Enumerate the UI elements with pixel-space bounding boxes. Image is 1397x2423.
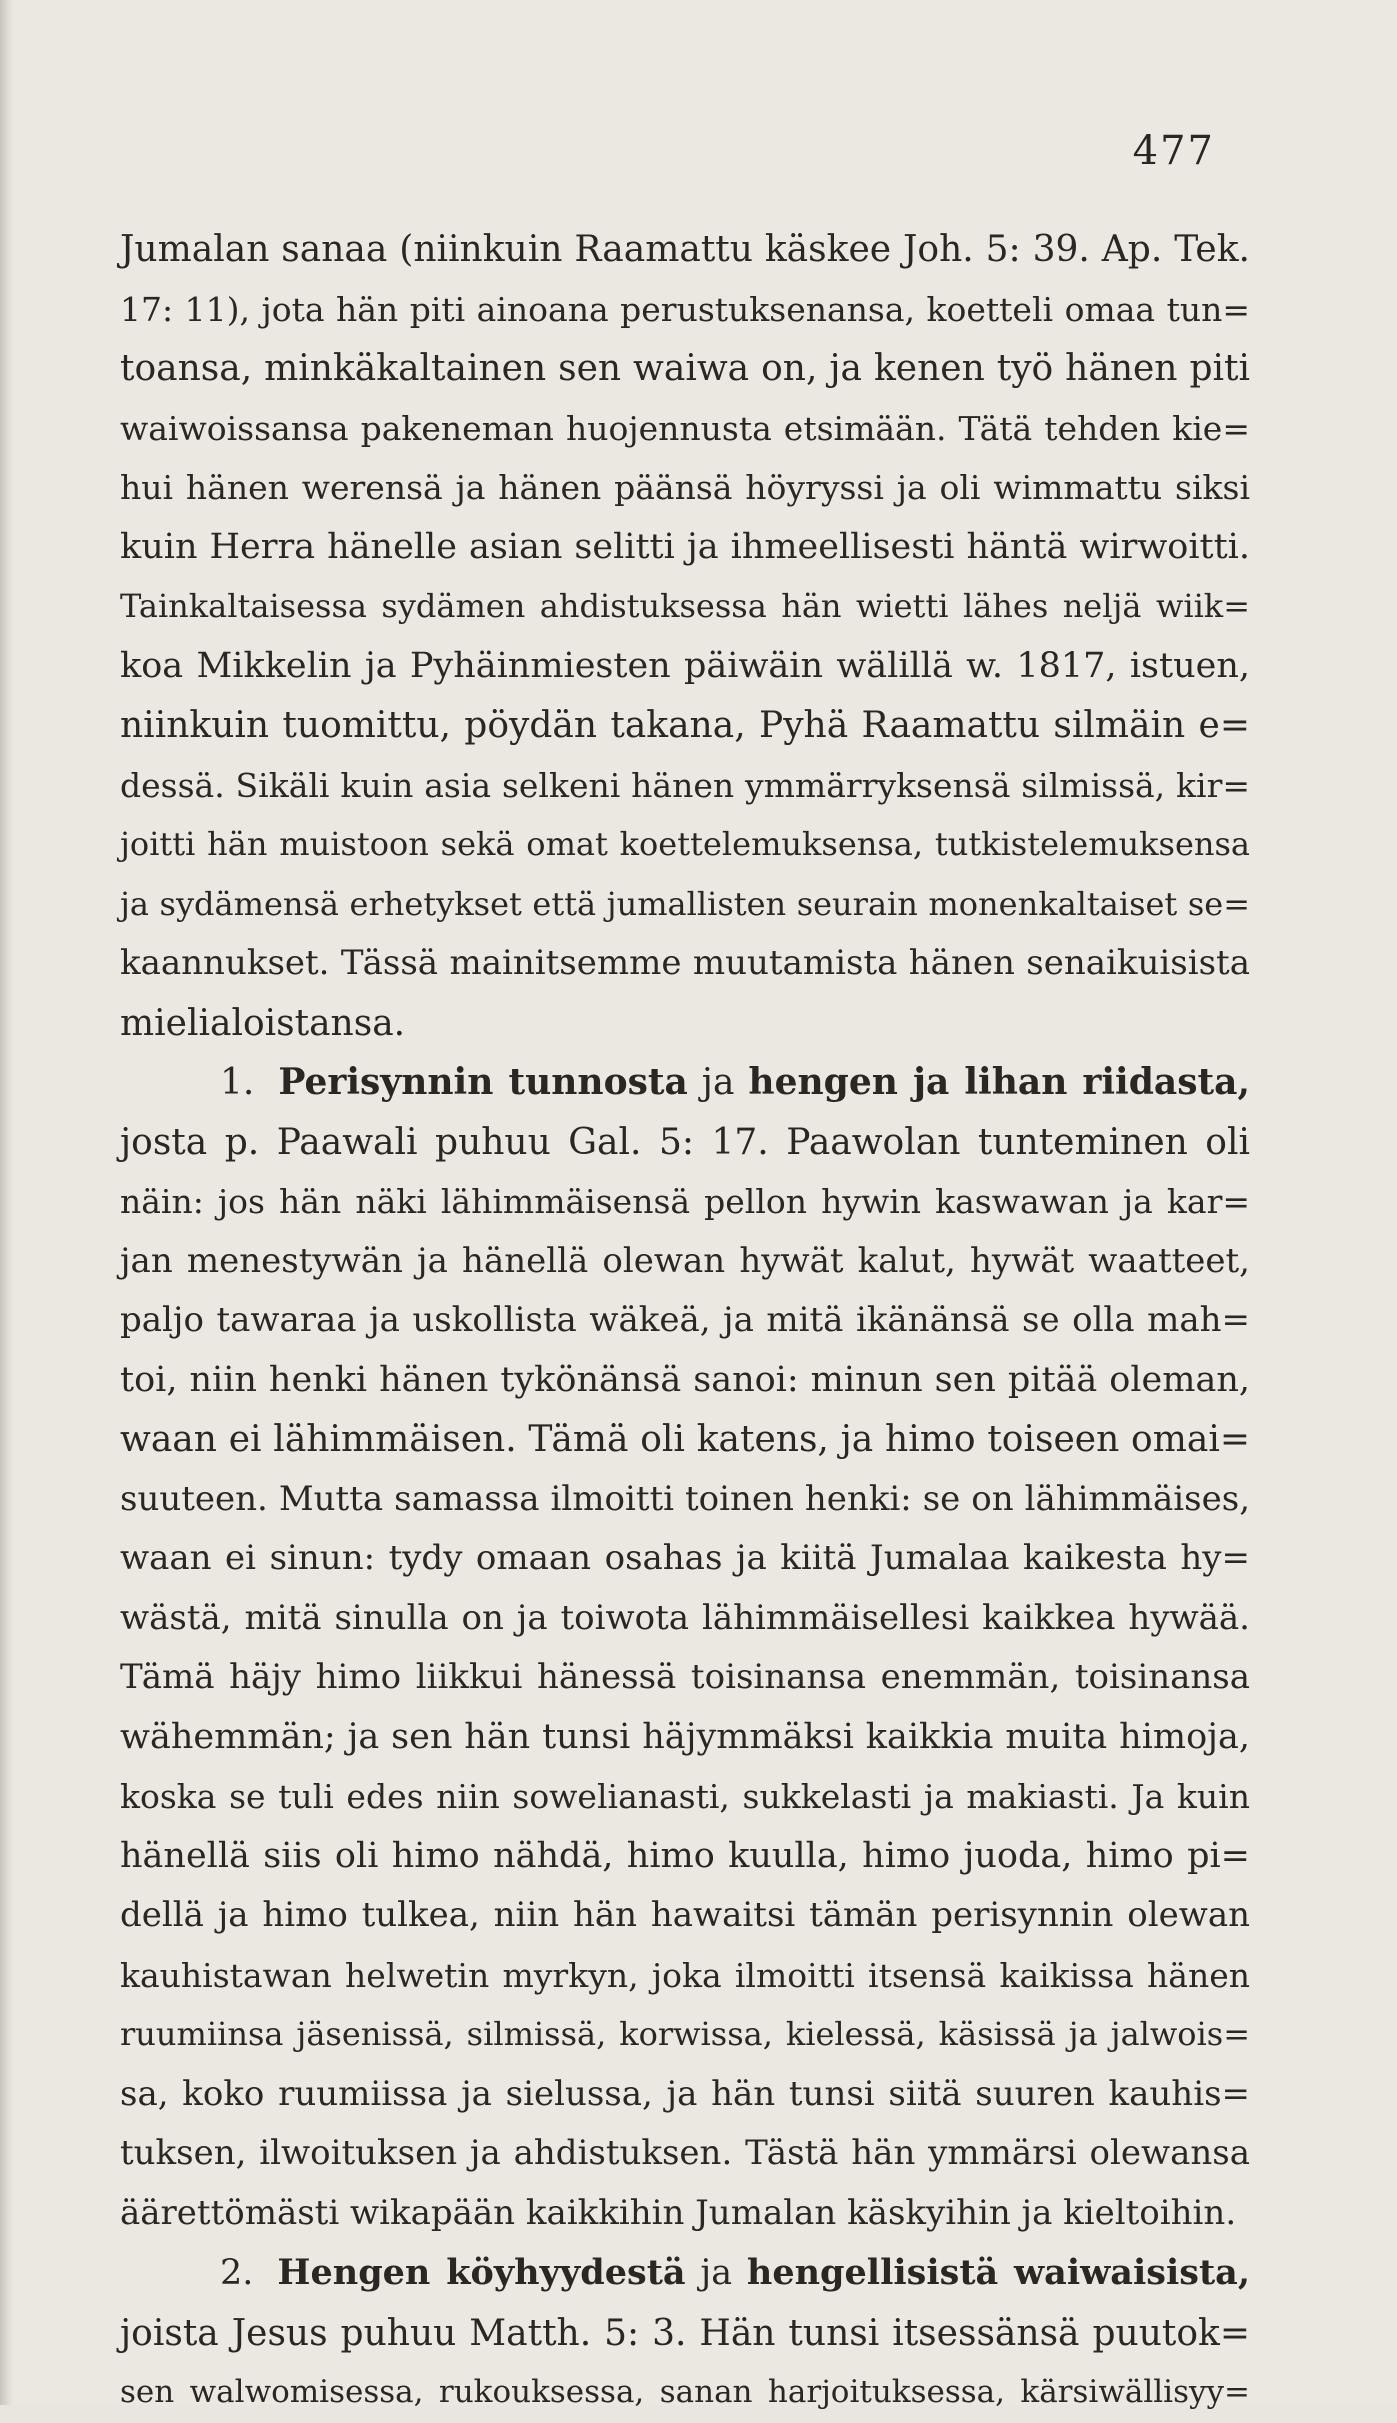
text-line: waiwoissansa pakeneman huojennusta etsimään. Tätä tehden kie= — [120, 408, 1250, 448]
section-item-2 — [120, 2243, 1250, 2423]
text-line: dessä. Sikäli kuin asia selkeni hänen ymmärryksensä silmissä, kir= — [120, 765, 1250, 805]
heading-text: Perisynnin tunnosta — [278, 1061, 688, 1103]
heading-connector: ja — [701, 1062, 735, 1103]
text-line: Jumalan sanaa (niinkuin Raamattu käskee Joh. 5: 39. Ap. Tek. — [120, 229, 1250, 270]
text-line: toansa, minkäkaltainen sen waiwa on, ja kenen työ hänen piti — [120, 348, 1250, 389]
binding-edge-shadow — [0, 0, 14, 2405]
heading-text-end: hengen ja lihan riidasta, — [748, 1061, 1250, 1103]
text-line: sen walwomisessa, rukouksessa, sanan harjoituksessa, kärsiwällisyy= — [120, 2374, 1250, 2410]
section-item-1 — [120, 1053, 1250, 2243]
text-line: sa, koko ruumiissa ja sielussa, ja hän tunsi siitä suuren kauhis= — [120, 2073, 1250, 2114]
text-line: ja sydämensä erhetykset että jumallisten seurain monenkaltaiset se= — [120, 884, 1250, 923]
text-line: niinkuin tuomittu, pöydän takana, Pyhä Raamattu silmäin e= — [120, 705, 1250, 746]
text-line: äärettömästi wikapään kaikkihin Jumalan käskyihin ja kieltoihin. — [120, 2192, 1237, 2233]
heading-text: Hengen köyhyydestä — [277, 2252, 686, 2293]
text-line: mielialoistansa. — [120, 1002, 406, 1044]
item-number: 2. — [220, 2253, 254, 2293]
text-line: joista Jesus puhuu Matth. 5: 3. Hän tunsi itsessänsä puutok= — [120, 2312, 1250, 2354]
text-line: jan menestywän ja hänellä olewan hywät kalut, hywät waatteet, — [120, 1240, 1250, 1281]
heading-connector: ja — [700, 2253, 733, 2293]
text-line: wähemmän; ja sen hän tunsi häjymmäksi kaikkia muita himoja, — [120, 1716, 1250, 1757]
text-line: dellä ja himo tulkea, niin hän hawaitsi tämän perisynnin olewan — [120, 1895, 1250, 1935]
page-number: 477 — [1132, 128, 1215, 174]
text-line: Tämä häjy himo liikkui hänessä toisinansa enemmän, toisinansa — [120, 1657, 1250, 1697]
text-line: tuksen, ilwoituksen ja ahdistuksen. Tästä hän ymmärsi olewansa — [120, 2133, 1250, 2173]
text-line: hänellä siis oli himo nähdä, himo kuulla, himo juoda, himo pi= — [120, 1835, 1250, 1876]
paragraph-intro — [120, 220, 1250, 1053]
section-heading-1 — [120, 1053, 1250, 1113]
text-line: Tainkaltaisessa sydämen ahdistuksessa hän wietti lähes neljä wiik= — [120, 587, 1250, 625]
section-heading-2 — [120, 2243, 1250, 2304]
item-number: 1. — [220, 1062, 255, 1103]
text-line: hui hänen werensä ja hänen päänsä höyryssi ja oli wimmattu siksi — [120, 468, 1250, 507]
text-line: suuteen. Mutta samassa ilmoitti toinen henki: se on lähimmäises, — [120, 1478, 1250, 1519]
text-line: ruumiinsa jäsenissä, silmissä, korwissa, kielessä, käsissä ja jalwois= — [120, 2015, 1250, 2053]
text-line: kaannukset. Tässä mainitsemme muutamista hänen senaikuisista — [120, 943, 1250, 983]
text-line: waan ei sinun: tydy omaan osahas ja kiitä Jumalaa kaikesta hy= — [120, 1538, 1250, 1578]
text-line: kuin Herra hänelle asian selitti ja ihmeellisesti häntä wirwoitti. — [120, 526, 1250, 567]
text-line: joitti hän muistoon sekä omat koettelemuksensa, tutkistelemuksensa — [120, 825, 1250, 863]
text-line: toi, niin henki hänen tykönänsä sanoi: minun sen pitää oleman, — [120, 1359, 1250, 1400]
text-line: koa Mikkelin ja Pyhäinmiesten päiwäin wälillä w. 1817, istuen, — [120, 645, 1250, 686]
text-line: kauhistawan helwetin myrkyn, joka ilmoitti itsensä kaikissa hänen — [120, 1955, 1250, 1995]
text-line: koska se tuli edes niin sowelianasti, sukkelasti ja makiasti. Ja kuin — [120, 1777, 1250, 1816]
text-line: waan ei lähimmäisen. Tämä oli katens, ja himo toiseen omai= — [120, 1419, 1250, 1460]
text-line: paljo tawaraa ja uskollista wäkeä, ja mitä ikänänsä se olla mah= — [120, 1300, 1250, 1340]
text-line: wästä, mitä sinulla on ja toiwota lähimmäisellesi kaikkea hywää. — [120, 1597, 1250, 1638]
text-line: näin: jos hän näki lähimmäisensä pellon hywin kaswawan ja kar= — [120, 1182, 1250, 1221]
text-line: 17: 11), jota hän piti ainoana perustuksenansa, koetteli omaa tun= — [120, 289, 1250, 329]
text-line: josta p. Paawali puhuu Gal. 5: 17. Paawolan tunteminen oli — [120, 1121, 1250, 1163]
heading-text-end: hengellisistä waiwaisista, — [746, 2252, 1250, 2293]
body-text — [120, 220, 1250, 2423]
